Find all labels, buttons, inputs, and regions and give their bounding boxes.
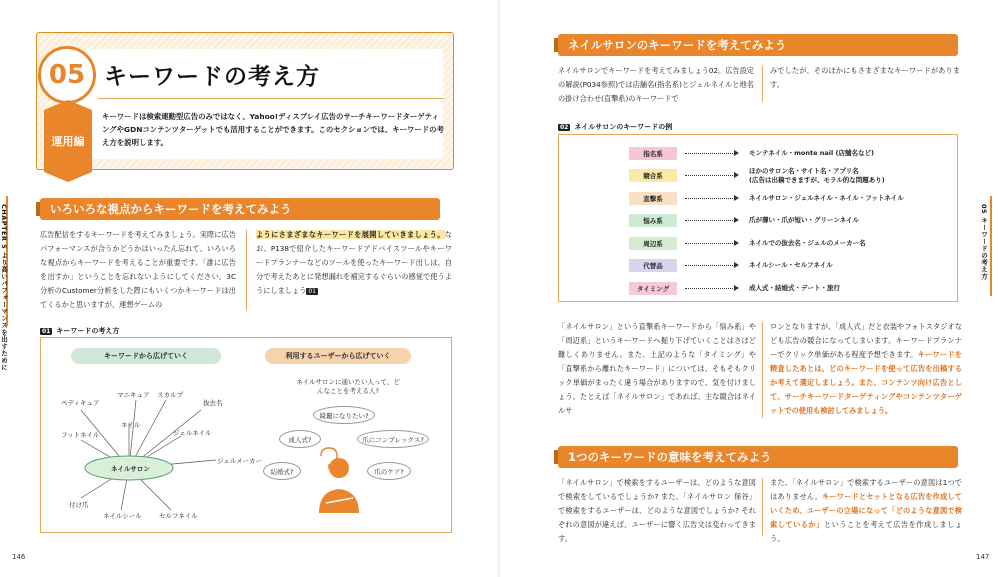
section-number: 05 (38, 46, 96, 104)
category-tab: 運用編 (44, 110, 92, 172)
body-col2-highlight: ようにさまざまなキーワードを展開していきましょう。 (256, 230, 445, 239)
keyword-examples (749, 167, 885, 185)
keyword-category-tag: 指名系 (629, 147, 677, 160)
dotted-arrow-icon (685, 220, 735, 221)
node-gel-maker: ジェルメーカー (217, 457, 263, 465)
user-expand-title: 利用するユーザーから広げていく (265, 348, 411, 364)
node-gelnail: ジェルネイル (173, 429, 212, 437)
body-col2 (256, 228, 452, 299)
figure-01-label (40, 326, 119, 336)
node-false-nails: 付け爪 (69, 501, 89, 509)
column-rule (246, 230, 247, 310)
column-rule (762, 322, 763, 418)
bottom-col2 (770, 476, 962, 546)
bubble-care: 爪のケア? (367, 462, 411, 480)
keyword-row (629, 236, 866, 250)
keyword-examples-line1: ネイルシール・セルフネイル (749, 261, 833, 269)
node-manicure: マニキュア (117, 391, 150, 399)
figure-01 (40, 337, 452, 533)
page-number-left: 146 (12, 553, 26, 561)
bubble-coming-of-age: 成人式? (279, 430, 321, 448)
section-header-card (36, 32, 454, 170)
keyword-category-tag: 代替品 (629, 259, 677, 272)
keyword-category-tag: タイミング (629, 282, 677, 295)
body-col1 (40, 228, 236, 312)
heading-nailsalon-keywords: ネイルサロンのキーワードを考えてみよう (558, 34, 958, 56)
node-nail-sticker: ネイルシール (103, 512, 142, 520)
keyword-examples (749, 261, 833, 270)
bottom-col2-highlight: キーワードとセットとなる広告を作成していくため、ユーザーの立場になって「どのような意図で検索しているか」 (770, 492, 962, 529)
keyword-category-tag: 直撃系 (629, 192, 677, 205)
dotted-arrow-icon (685, 243, 735, 244)
chapter-side-label: CHAPTER 5 より高いパフォーマンスを出すために (0, 204, 8, 371)
user-question: ネイルサロンに通いたい人って、どんなことを考える人? (296, 378, 400, 395)
body-col1-text: 広告配信をするキーワードを考えてみましょう。実際に広告パフォーマンスが合うかどうかはいったん忘れて、いろいろな視点からキーワードを考えることが重要です。「誰に広告を出すか」ということを忘れないようにしてください。3C分析のCustomer分析をした際にもいくつかキーワードは出てくるかと思いますが、連想ゲームの (40, 230, 236, 309)
bubble-complex: 爪にコンプレックス? (357, 430, 429, 448)
keyword-row (629, 259, 833, 273)
bottom-col1: 「ネイルサロン」で検索をするユーザーは、どのような意図で検索をしているでしょうか? また、「ネイルサロン 保谷」で検索をするユーザーは、どのような意図でしょうか? それぞれの意図が違えば、ユーザーに響く広告文は変わってきます。 (558, 478, 756, 543)
keyword-row (629, 166, 885, 184)
keyword-row (629, 214, 859, 228)
section-title: キーワードの考え方 (104, 64, 320, 90)
keyword-examples (749, 239, 866, 248)
bubble-beautiful: 綺麗になりたい? (313, 406, 375, 424)
keyword-examples (749, 216, 859, 225)
right-intro-col1: ネイルサロンでキーワードを考えてみましょう02。広告設定の解説(P034参照)では店舗名(指名系)とジェルネイルと地名の掛け合わせ(直撃系)のキーワードで (558, 66, 754, 103)
figure-01-number: 01 (42, 327, 51, 335)
dotted-arrow-icon (685, 175, 735, 176)
section-side-label: 05 キーワードの考え方 (980, 204, 988, 280)
dotted-arrow-icon (685, 198, 735, 199)
keyword-examples (749, 284, 840, 293)
keyword-examples-line2: (広告は出稿できますが、モラル的な問題あり) (749, 175, 885, 184)
figure-01-title: キーワードの考え方 (56, 327, 120, 335)
dotted-arrow-icon (685, 265, 735, 266)
bottom-col2-text-end: ということを考えて広告を作成しましょう。 (770, 520, 962, 543)
keyword-category-tag: 周辺系 (629, 237, 677, 250)
node-center-nailsalon: ネイルサロン (111, 465, 150, 473)
keyword-category-tag: 悩み系 (629, 214, 677, 227)
keyword-examples-line1: ネイルでの抜去名・ジェルのメーカー名 (749, 238, 866, 247)
keyword-examples-line1: ほかのサロン名・サイト名・アプリ名 (749, 166, 859, 175)
bottom-col2-text: また、「ネイルサロン」で検索するユーザーの意図は1つではありません。 (770, 478, 962, 501)
keyword-examples-line1: 爪が薄い・爪が短い・グリーンネイル (749, 216, 860, 224)
figure-02-number: 02 (560, 123, 569, 131)
node-sculpture: スカルプ (157, 391, 183, 399)
dotted-arrow-icon (685, 153, 735, 154)
keyword-row (629, 191, 904, 205)
node-nail: ネイル (121, 421, 141, 429)
mid-col2 (770, 320, 962, 418)
section-side-line (990, 196, 992, 296)
node-pedicure: ペディキュア (61, 399, 100, 407)
page-number-right: 147 (976, 553, 990, 561)
keyword-examples (749, 149, 874, 158)
mid-col2-highlight: キーワードを精査したあとは、どのキーワードを使って広告を出稿するか考えて選定しましょう。また、コンテンツ向け広告として、サーチキーワードターゲティングやコンテンツターゲットでの使用も検討してみましょう。 (770, 350, 962, 415)
heading-various-viewpoints: いろいろな視点からキーワードを考えてみよう (40, 198, 440, 220)
column-rule (762, 478, 763, 536)
keyword-examples-line1: 成人式・結婚式・デート・旅行 (749, 283, 840, 292)
keyword-examples-line1: モンテネイル・monte nail (店舗名など) (749, 148, 874, 157)
node-footnail: フットネイル (61, 431, 100, 439)
figure-02-title: ネイルサロンのキーワードの例 (574, 123, 673, 131)
body-col2-text: なお、P138で紹介したキーワードアドバイスツールやキーワードプランナーなどのツールを使ったキーワード出しは、自分で考えたあとに発想漏れを補完するぐらいの感覚で使うようにしましょう (256, 230, 452, 295)
figure-ref: 01 (308, 288, 316, 295)
header-rule (98, 98, 444, 99)
node-self-nail: セルフネイル (159, 512, 198, 520)
keyword-examples (749, 194, 904, 203)
heading-one-keyword-meaning: 1つのキーワードの意味を考えてみよう (558, 446, 958, 468)
keyword-category-tag: 競合系 (629, 169, 677, 182)
keyword-expand-title: キーワードから広げていく (71, 348, 221, 364)
dotted-arrow-icon (685, 288, 735, 289)
keyword-examples-line1: ネイルサロン・ジェルネイル・ネイル・フットネイル (749, 193, 904, 202)
keyword-row (629, 146, 874, 160)
mid-col1: 「ネイルサロン」という直撃系キーワードから「悩み系」や「周辺系」というキーワードへ掘り下げていくことはさほど難しくありません。また、上記のような「タイミング」や「直撃系から離れたキーワード」については、そもそもクリック単価がまったく違う場合がありますので、気を付けましょう。たとえば「ネイルサロン」であれば、主な競合はネイルサ (558, 322, 756, 415)
keyword-row (629, 281, 840, 295)
column-rule (762, 66, 763, 102)
right-page (500, 0, 1000, 577)
node-technique: 抜去名 (203, 399, 223, 407)
mid-col2-text: ロンとなりますが、「成人式」だと衣装やフォトスタジオなども広告の競合になってしまいます。キーワードプランナーでクリック単価がある程度予想できます。 (770, 322, 962, 359)
right-intro-col2: みでしたが、そのほかにもさまざまなキーワードがあります。 (770, 66, 960, 89)
figure-02-label (558, 122, 672, 132)
section-intro: キーワードは検索連動型広告のみではなく、Yahoo!ディスプレイ広告のサーチキーワードターゲティングやGDNコンテンツターゲットでも活用することができます。このセクションでは、キーワードの考え方を説明します。 (102, 112, 444, 147)
bubble-wedding: 結婚式? (263, 462, 301, 480)
